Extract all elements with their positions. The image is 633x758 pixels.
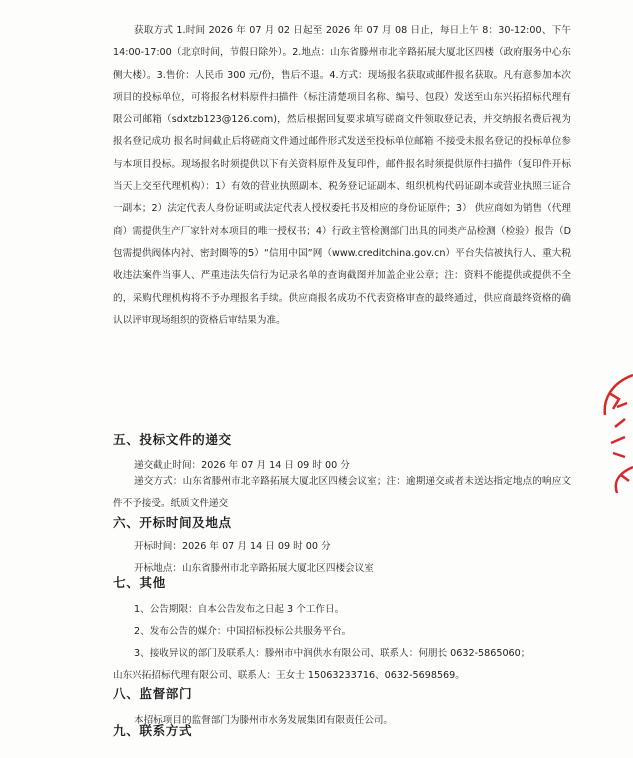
submission-method: 递交方式：山东省滕州市北辛路拓展大厦北区四楼会议室；注：逾期递交或者未送达指定地点的响应文件不予接受。纸质文件递交 xyxy=(113,476,571,510)
objection-contact-1: 3、接收异议的部门及联系人：滕州市中润供水有限公司、联系人：何朋长 0632-5865060； xyxy=(134,648,531,659)
section-9-title: 九、联系方式 xyxy=(113,723,193,738)
objection-contact-2: 山东兴拓招标代理有限公司、联系人：王女士 15063233716、0632-5698569。 xyxy=(113,670,465,681)
section-5-title: 五、投标文件的递交 xyxy=(113,432,232,447)
opening-place: 开标地点：山东省滕州市北辛路拓展大厦北区四楼会议室 xyxy=(134,563,374,574)
submission-deadline: 递交截止时间：2026 年 07 月 14 日 09 时 00 分 xyxy=(134,460,350,471)
section-6-title: 六、开标时间及地点 xyxy=(113,515,232,530)
section-7-title: 七、其他 xyxy=(113,575,166,590)
supervision-text: 本招标项目的监督部门为滕州市水务发展集团有限责任公司。 xyxy=(134,715,394,726)
red-stamp-fragment xyxy=(593,355,633,495)
notice-period: 1、公告期限：自本公告发布之日起 3 个工作日。 xyxy=(134,604,345,615)
opening-time: 开标时间：2026 年 07 月 14 日 09 时 00 分 xyxy=(134,541,331,552)
retrieval-paragraph: 获取方式 1.时间 2026 年 07 月 02 日起至 2026 年 07 月 08 日止，每日上午 8：30-12:00、下午 14:00-17:00（北京时间，节假日除外）。2.地点：山东省滕州市北辛路拓展大厦北区四楼（政府服务中心东侧大楼）。3.售价：人民币 300 元/份，售后不退。4.方式：现场报名获取或邮件报名获取。凡有意参加本次项目的投标单位，可将报名材料原件扫描件（标注清楚项目名称、编号、包段）发送至山东兴拓招标代理有限公司邮箱（sdxtzb123@126.com)，然后根据回复要求填写磋商文件领取登记表，并交纳报名费后视为报名登记成功 报名时间截止后将磋商文件通过邮件形式发送至投标单位邮箱 不接受未报名登记的投标单位参与本项目投标。现场报名时须提供以下有关资料原件及复印件，邮件报名时须提供原件扫描件（复印件开标当天上交至代理机构）：1）有效的营业执照副本、税务登记证副本、组织机构代码证副本或营业执照三证合一副本；2）法定代表人身份证明或法定代表人授权委托书及相应的身份证原件；3） 供应商如为销售（代理商）需提供生产厂家针对本项目的唯一授权书；4）行政主管检测部门出具的同类产品检测（检验）报告（D 包需提供阀体内衬、密封圈等的5）“信用中国”网（www.creditchina.gov.cn）平台失信被执行人、重大税收违法案件当事人、严重违法失信行为记录名单的查询截图并加盖企业公章；注：资料不能提供或提供不全的，采购代理机构将不予办理报名手续。供应商报名成功不代表资格审查的最终通过，供应商最终资格的确认以评审现场组织的资格后审结果为准。 xyxy=(113,25,571,326)
section-8-title: 八、监督部门 xyxy=(113,686,193,701)
publish-media: 2、发布公告的媒介：中国招标投标公共服务平台。 xyxy=(134,626,352,637)
